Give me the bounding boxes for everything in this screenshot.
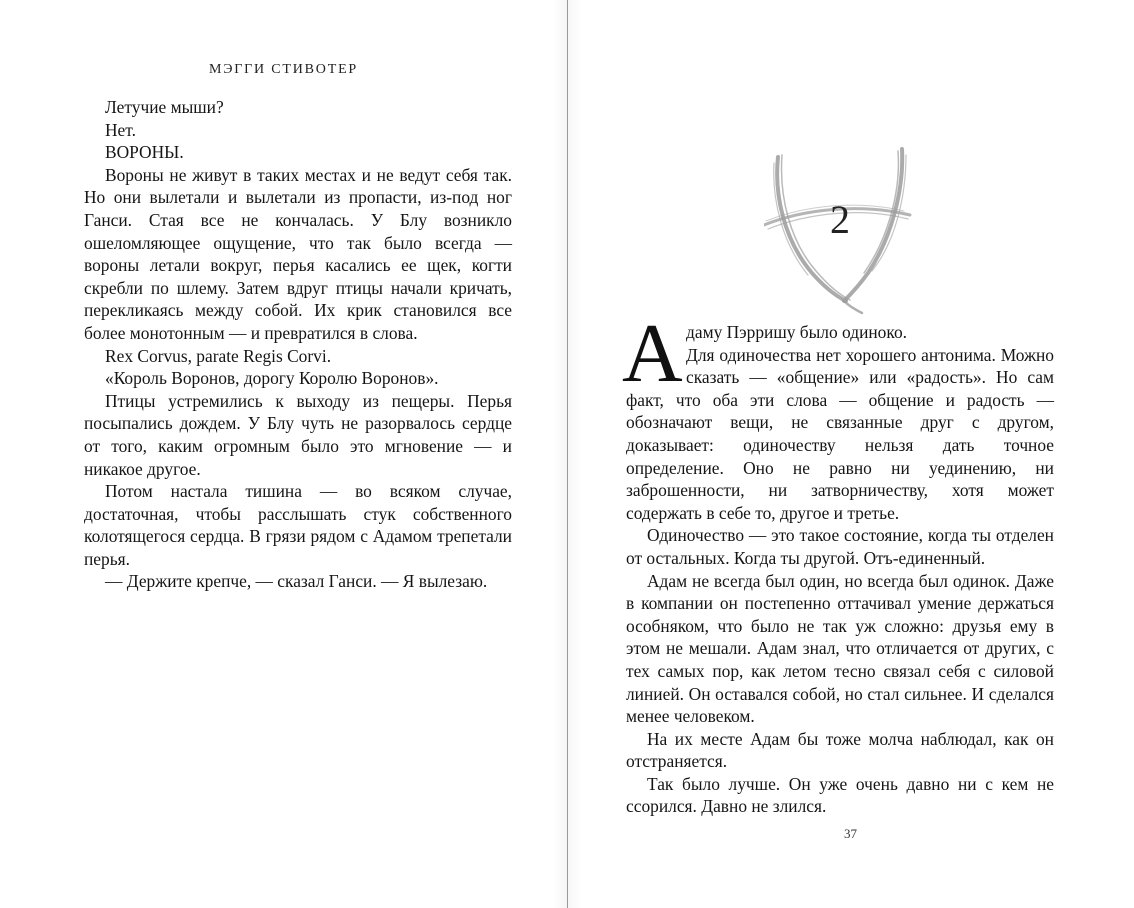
paragraph: Птицы устремились к выходу из пещеры. Перья посыпались дождем. У Блу чуть не разорвалось сердце от того, каким огромным было это мгновение — и никакое другое. xyxy=(84,390,512,479)
first-paragraph-text: даму Пэрришу было одиноко. xyxy=(686,322,907,342)
paragraph: Нет. xyxy=(105,119,136,140)
paragraph: Так было лучше. Он уже очень давно ни с кем не ссорился. Давно не злился. xyxy=(626,773,1054,817)
paragraph: Адам не всегда был один, но всегда был одинок. Даже в компании он постепенно оттачивал умение держаться особняком, что было не так уж сложно: друзья ему в этом не мешали. Адам знал, что отличается от других, с тех самых пор, как летом тесно связал себя с силовой линией. Он оставался собой, но стал сильнее. И сделался менее человеком. xyxy=(626,570,1054,727)
running-head-author: МЭГГИ СТИВОТЕР xyxy=(208,62,359,77)
paragraph: Для одиночества нет хорошего антонима. Можно сказать — «общение» или «радость». Но сам факт, что оба эти слова — общение и радость — обозначают вещи, не связанные друг с другом, доказывает: одиночеству нельзя дать точное определение. Оно не равно ни уединению, ни заброшенности, ни затворничеству, хотя может содержать в себе то, другое и третье. xyxy=(626,344,1054,523)
paragraph: Потом настала тишина — во всяком случае, достаточная, чтобы расслышать стук собственного колотящегося сердца. В грязи рядом с Адамом трепетали перья. xyxy=(84,481,512,569)
paragraph: Вороны не живут в таких местах и не ведут себя так. Но они вылетали и вылетали из пропасти, из-под ног Ганси. Стая все не кончалась. У Блу возникло ошеломляющее ощущение, что так было всегда — вороны летали вокруг, перья касались ее щек, когти скребли по шлему. Затем вдруг птицы начали кричать, перекликаясь между собой. Их крик становился все более монотонным — и превратился в слова. xyxy=(84,164,512,343)
page-number: 37 xyxy=(844,826,857,841)
paragraph: ВОРОНЫ. xyxy=(105,142,184,163)
drop-cap-letter: А xyxy=(622,307,683,400)
paragraph: — Держите крепче, — сказал Ганси. — Я вылезаю. xyxy=(105,571,488,592)
gutter-line xyxy=(567,0,568,908)
paragraph: Одиночество — это такое состояние, когда ты отделен от остальных. Когда ты другой. Отъ-единенный. xyxy=(626,525,1054,568)
paragraph: На их месте Адам бы тоже молча наблюдал, как он отстраняется. xyxy=(626,728,1054,772)
paragraph: «Король Воронов, дорогу Королю Воронов». xyxy=(105,368,439,389)
paragraph: Летучие мыши? xyxy=(105,97,224,117)
paragraph: Rex Corvus, parate Regis Corvi. xyxy=(105,345,332,366)
chapter-number: 2 xyxy=(830,197,850,242)
first-paragraph xyxy=(622,307,1054,400)
left-page-text xyxy=(84,96,512,593)
right-page-text xyxy=(622,307,1054,818)
